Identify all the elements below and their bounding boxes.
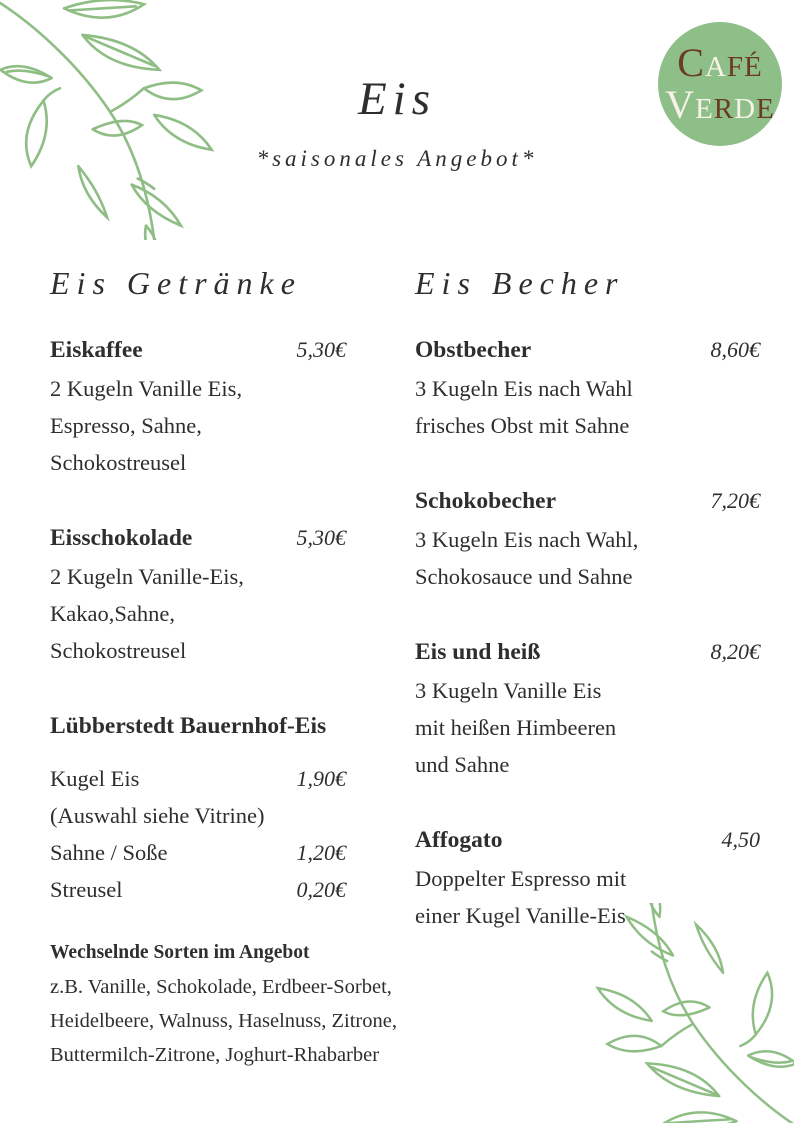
- item-price: 5,30€: [296, 525, 346, 550]
- menu-item-affogato: [415, 820, 760, 934]
- item-desc-line: 3 Kugeln Eis nach Wahl,: [415, 527, 639, 552]
- page-title: Eis: [357, 73, 437, 125]
- price-row-streusel: [50, 871, 346, 908]
- item-name: Eisschokolade: [50, 525, 193, 551]
- subsection-heading-bauernhof-eis: Lübberstedt Bauernhof-Eis: [50, 713, 327, 739]
- row-label: (Auswahl siehe Vitrine): [50, 803, 265, 828]
- menu-item-schokobecher: [415, 481, 760, 595]
- menu-item-eisschokolade: [50, 518, 346, 669]
- item-desc-line: Schokosauce und Sahne: [415, 564, 633, 589]
- row-price: 0,20€: [296, 877, 346, 902]
- item-name: Affogato: [415, 827, 503, 853]
- price-row-auswahl-hinweis: [50, 797, 346, 834]
- logo-letter: E: [756, 93, 775, 125]
- row-price: 1,90€: [296, 766, 346, 791]
- price-row-sahne-sosse: [50, 834, 346, 871]
- item-name-price-row: [415, 632, 760, 672]
- item-desc-line: und Sahne: [415, 752, 510, 777]
- item-price: 7,20€: [710, 488, 760, 513]
- item-desc-line: 3 Kugeln Eis nach Wahl: [415, 376, 633, 401]
- note-line: z.B. Vanille, Schokolade, Erdbeer-Sorbet,: [50, 976, 392, 998]
- logo-letter: C: [677, 40, 705, 85]
- item-name-price-row: [50, 518, 346, 558]
- section-heading-eis-getraenke: Eis Getränke: [50, 265, 302, 301]
- item-desc-line: Espresso, Sahne,: [50, 413, 202, 438]
- item-desc-line: Doppelter Espresso mit: [415, 866, 627, 891]
- item-desc-line: einer Kugel Vanille-Eis: [415, 903, 626, 928]
- note-line: Buttermilch-Zitrone, Joghurt-Rhabarber: [50, 1044, 380, 1066]
- item-name-price-row: [415, 820, 760, 860]
- item-name: Eiskaffee: [50, 337, 143, 363]
- right-column: [415, 262, 760, 971]
- item-name-price-row: [50, 330, 346, 370]
- item-name: Schokobecher: [415, 488, 556, 514]
- logo-letter: E: [695, 93, 714, 125]
- item-description: [415, 672, 760, 783]
- menu-item-eiskaffee: [50, 330, 346, 481]
- section-heading-eis-becher: Eis Becher: [415, 265, 625, 301]
- logo-letter: A: [704, 51, 727, 83]
- note-line: Heidelbeere, Walnuss, Haselnuss, Zitrone,: [50, 1010, 397, 1032]
- item-desc-line: mit heißen Himbeeren: [415, 715, 617, 740]
- logo-letter: É: [744, 51, 763, 83]
- logo-letter: V: [665, 82, 696, 127]
- menu-item-eis-und-heiss: [415, 632, 760, 783]
- item-price: 4,50: [721, 827, 760, 852]
- item-desc-line: Kakao,Sahne,: [50, 601, 175, 626]
- item-description: [50, 370, 346, 481]
- logo-letter: F: [726, 51, 745, 83]
- note-heading: Wechselnde Sorten im Angebot: [50, 942, 310, 963]
- item-description: [415, 860, 760, 934]
- logo-letter: R: [713, 93, 735, 125]
- item-desc-line: frisches Obst mit Sahne: [415, 413, 630, 438]
- row-label: Streusel: [50, 877, 123, 902]
- left-column: [50, 262, 397, 1072]
- price-row-kugel-eis: [50, 760, 346, 797]
- page-subtitle: *saisonales Angebot*: [256, 146, 538, 171]
- item-name-price-row: [415, 481, 760, 521]
- row-label: Sahne / Soße: [50, 840, 168, 865]
- item-price: 8,20€: [710, 639, 760, 664]
- item-description: [415, 370, 760, 444]
- item-name: Obstbecher: [415, 337, 532, 363]
- row-label: Kugel Eis: [50, 766, 140, 791]
- row-price: 1,20€: [296, 840, 346, 865]
- item-desc-line: Schokostreusel: [50, 638, 187, 663]
- logo-letter: D: [734, 93, 757, 125]
- item-desc-line: 3 Kugeln Vanille Eis: [415, 678, 602, 703]
- item-description: [50, 558, 346, 669]
- item-price: 8,60€: [710, 337, 760, 362]
- item-desc-line: 2 Kugeln Vanille Eis,: [50, 376, 243, 401]
- item-description: [415, 521, 760, 595]
- bauernhof-price-list: [50, 760, 346, 908]
- menu-item-obstbecher: [415, 330, 760, 444]
- item-name: Eis und heiß: [415, 639, 541, 665]
- item-desc-line: Schokostreusel: [50, 450, 187, 475]
- flavors-note: [50, 936, 397, 1072]
- item-price: 5,30€: [296, 337, 346, 362]
- item-desc-line: 2 Kugeln Vanille-Eis,: [50, 564, 244, 589]
- item-name-price-row: [415, 330, 760, 370]
